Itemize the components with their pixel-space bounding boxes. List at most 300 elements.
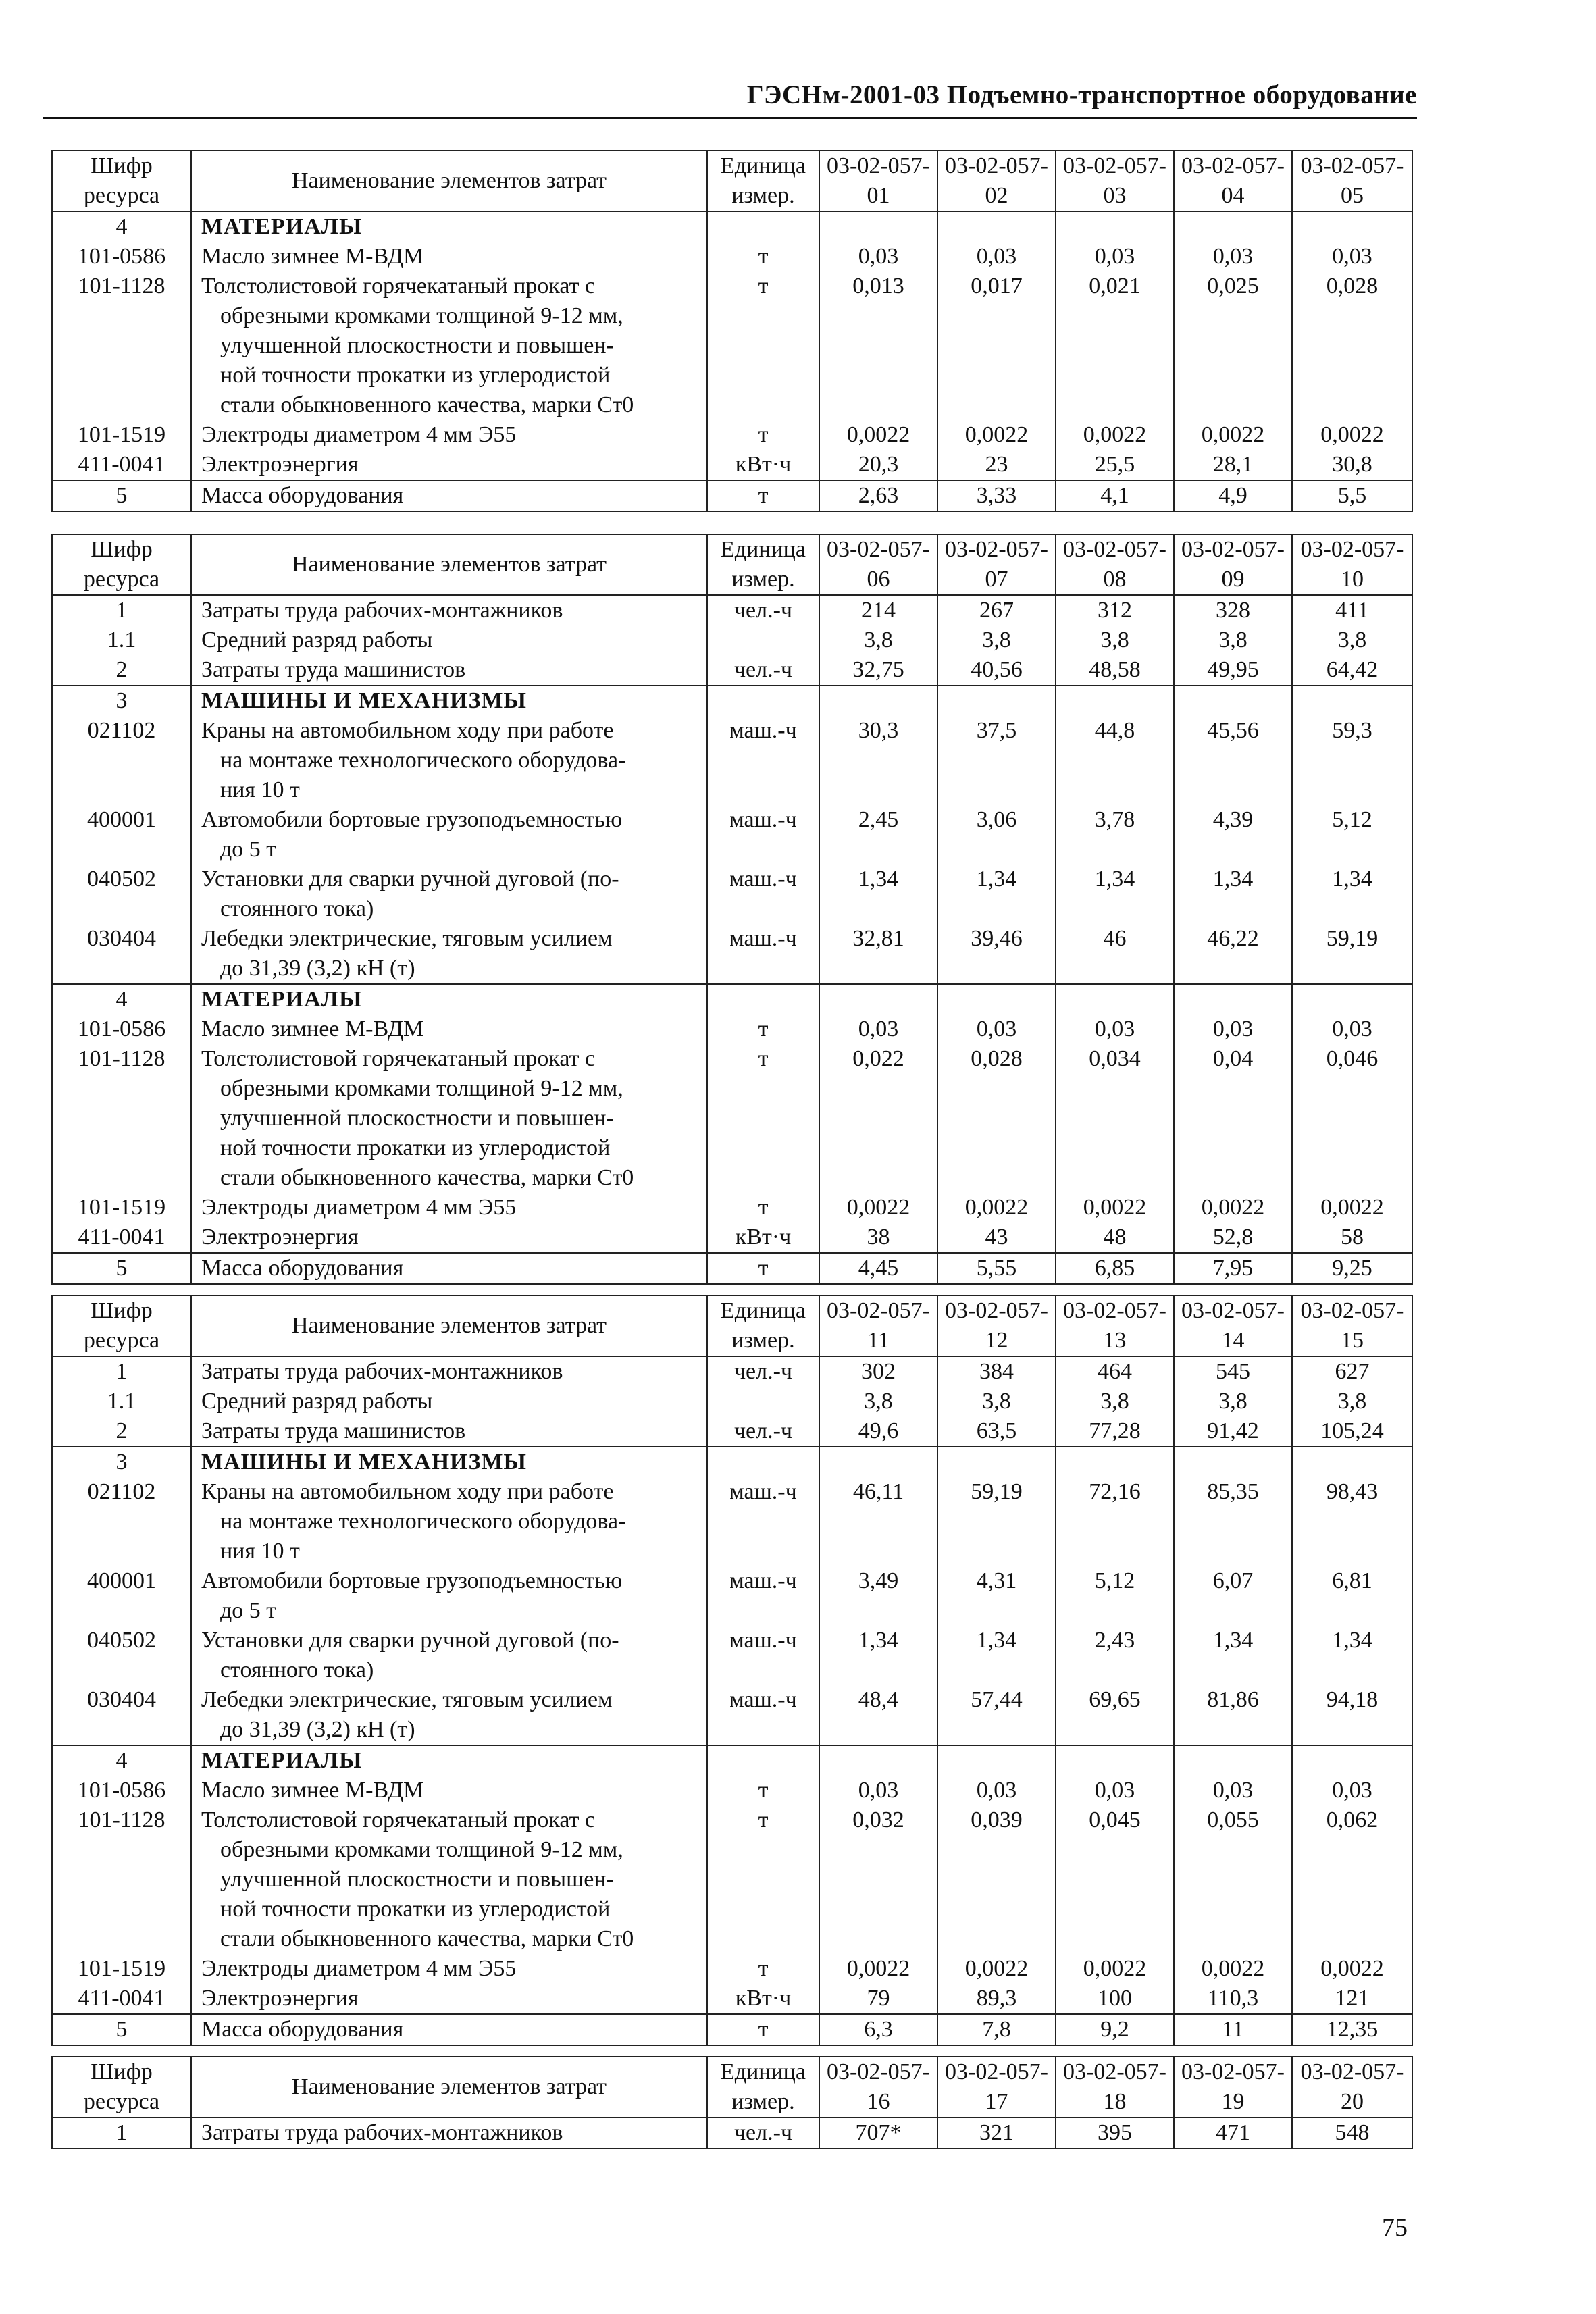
- value-cell: 312: [1056, 595, 1174, 625]
- cost-element-name-line: Затраты труда рабочих-монтажников: [201, 598, 563, 623]
- value-cell: 6,3: [819, 2014, 937, 2045]
- table-row: [52, 1253, 1412, 1284]
- table-row: [52, 2117, 1412, 2149]
- cost-element-name-line: обрезными кромками толщиной 9-12 мм,: [220, 303, 623, 328]
- value-cell: 3,8: [1056, 625, 1174, 655]
- section-row: [52, 984, 1412, 1014]
- column-header-norm-code: 03-02-057-19: [1174, 2057, 1292, 2117]
- value-cell: 43: [937, 1223, 1056, 1253]
- column-header-code: Шифр ресурса: [52, 534, 191, 595]
- column-header-unit: Единица измер.: [707, 1295, 819, 1356]
- resource-code: 3: [52, 686, 191, 716]
- cost-element-name-line: ной точности прокатки из углеродистой: [220, 1135, 611, 1160]
- unit-cell: маш.-ч: [707, 865, 819, 924]
- cost-element-name-line: Затраты труда рабочих-монтажников: [201, 2120, 563, 2145]
- value-cell: 4,31: [937, 1566, 1056, 1626]
- table-row: [52, 1193, 1412, 1223]
- unit-cell: [707, 1387, 819, 1416]
- value-cell: 3,8: [819, 625, 937, 655]
- table-row: [52, 716, 1412, 805]
- table-row: [52, 595, 1412, 625]
- value-cell: 0,022: [819, 1044, 937, 1193]
- unit-cell: маш.-ч: [707, 716, 819, 805]
- table-row: [52, 1954, 1412, 1984]
- column-header-unit: Единица измер.: [707, 2057, 819, 2117]
- value-cell: 64,42: [1292, 655, 1412, 686]
- cost-element-name: [191, 2117, 707, 2149]
- cost-element-name-line: улучшенной плоскостности и повышен-: [220, 1106, 614, 1131]
- cost-element-name: [191, 625, 707, 655]
- table-row: [52, 1044, 1412, 1193]
- cost-element-name: [191, 2014, 707, 2045]
- resource-code: 101-0586: [52, 1014, 191, 1044]
- cost-element-name-line: ния 10 т: [220, 777, 300, 802]
- value-cell: 3,8: [937, 1387, 1056, 1416]
- unit-cell: маш.-ч: [707, 1626, 819, 1685]
- value-cell: 49,95: [1174, 655, 1292, 686]
- column-header-name: Наименование элементов затрат: [191, 1295, 707, 1356]
- table-row: [52, 272, 1412, 420]
- cost-element-name-line: МАТЕРИАЛЫ: [201, 214, 363, 239]
- value-cell: 707*: [819, 2117, 937, 2149]
- unit-cell: чел.-ч: [707, 1416, 819, 1447]
- cost-element-name: [191, 242, 707, 272]
- unit-cell: маш.-ч: [707, 805, 819, 865]
- unit-cell: чел.-ч: [707, 655, 819, 686]
- value-cell: 0,0022: [1056, 1193, 1174, 1223]
- cost-element-name-line: Масло зимнее М-ВДМ: [201, 1017, 424, 1042]
- column-header-norm-code: 03-02-057-11: [819, 1295, 937, 1356]
- value-cell: 0,03: [1056, 1014, 1174, 1044]
- page-number: 75: [1382, 2213, 1408, 2242]
- column-header-norm-code: 03-02-057-10: [1292, 534, 1412, 595]
- cost-element-name-line: Толстолистовой горячекатаный прокат с: [201, 1046, 596, 1071]
- value-cell: 5,12: [1056, 1566, 1174, 1626]
- cost-element-name: [191, 1044, 707, 1193]
- value-cell: [1056, 1745, 1174, 1776]
- value-cell: [937, 211, 1056, 242]
- resource-code: 101-1128: [52, 1805, 191, 1954]
- resource-code: 1: [52, 2117, 191, 2149]
- page-header: [43, 80, 1417, 119]
- unit-cell: т: [707, 242, 819, 272]
- value-cell: 48: [1056, 1223, 1174, 1253]
- value-cell: 63,5: [937, 1416, 1056, 1447]
- unit-cell: т: [707, 1805, 819, 1954]
- value-cell: 9,25: [1292, 1253, 1412, 1284]
- value-cell: 0,03: [819, 242, 937, 272]
- column-header-norm-code: 03-02-057-05: [1292, 151, 1412, 211]
- column-header-norm-code: 03-02-057-01: [819, 151, 937, 211]
- resource-code: 101-1519: [52, 1193, 191, 1223]
- table-row: [52, 865, 1412, 924]
- value-cell: 32,75: [819, 655, 937, 686]
- cost-element-name-line: обрезными кромками толщиной 9-12 мм,: [220, 1076, 623, 1101]
- value-cell: [937, 1745, 1056, 1776]
- cost-element-name-line: обрезными кромками толщиной 9-12 мм,: [220, 1837, 623, 1862]
- cost-element-name: [191, 984, 707, 1014]
- value-cell: [1056, 984, 1174, 1014]
- value-cell: 0,045: [1056, 1805, 1174, 1954]
- value-cell: 0,0022: [819, 1954, 937, 1984]
- resource-code: 5: [52, 480, 191, 511]
- cost-element-name-line: до 31,39 (3,2) кН (т): [220, 1717, 415, 1742]
- cost-element-name-line: Установки для сварки ручной дуговой (по-: [201, 867, 619, 892]
- value-cell: 395: [1056, 2117, 1174, 2149]
- column-header-norm-code: 03-02-057-13: [1056, 1295, 1174, 1356]
- value-cell: 0,03: [1174, 1014, 1292, 1044]
- value-cell: 110,3: [1174, 1984, 1292, 2014]
- table-row: [52, 1014, 1412, 1044]
- value-cell: 85,35: [1174, 1477, 1292, 1566]
- value-cell: 5,12: [1292, 805, 1412, 865]
- cost-element-name-line: Электроэнергия: [201, 452, 359, 477]
- cost-element-name: [191, 1387, 707, 1416]
- value-cell: 0,03: [819, 1014, 937, 1044]
- value-cell: 1,34: [1292, 865, 1412, 924]
- value-cell: [1056, 211, 1174, 242]
- column-header-unit: Единица измер.: [707, 151, 819, 211]
- resource-code: 1: [52, 1356, 191, 1387]
- resource-code: 021102: [52, 716, 191, 805]
- cost-element-name-line: Средний разряд работы: [201, 627, 433, 652]
- cost-element-name: [191, 450, 707, 480]
- value-cell: 3,33: [937, 480, 1056, 511]
- table-header-row: [52, 2057, 1412, 2117]
- cost-element-name: [191, 1223, 707, 1253]
- value-cell: 46,22: [1174, 924, 1292, 984]
- value-cell: 98,43: [1292, 1477, 1412, 1566]
- value-cell: 0,0022: [1056, 1954, 1174, 1984]
- value-cell: 37,5: [937, 716, 1056, 805]
- cost-element-name: [191, 1566, 707, 1626]
- column-header-norm-code: 03-02-057-06: [819, 534, 937, 595]
- unit-cell: [707, 1745, 819, 1776]
- table-row: [52, 625, 1412, 655]
- value-cell: 0,028: [1292, 272, 1412, 420]
- value-cell: 7,95: [1174, 1253, 1292, 1284]
- value-cell: 545: [1174, 1356, 1292, 1387]
- value-cell: 627: [1292, 1356, 1412, 1387]
- value-cell: 0,0022: [937, 420, 1056, 450]
- table-row: [52, 1223, 1412, 1253]
- value-cell: 321: [937, 2117, 1056, 2149]
- resource-code: 5: [52, 2014, 191, 2045]
- value-cell: 4,39: [1174, 805, 1292, 865]
- value-cell: 30,3: [819, 716, 937, 805]
- value-cell: 0,03: [1174, 242, 1292, 272]
- table-row: [52, 450, 1412, 480]
- cost-element-name: [191, 1193, 707, 1223]
- value-cell: 0,055: [1174, 1805, 1292, 1954]
- value-cell: [1174, 984, 1292, 1014]
- value-cell: 0,0022: [819, 1193, 937, 1223]
- value-cell: 0,0022: [1174, 1193, 1292, 1223]
- value-cell: [1174, 211, 1292, 242]
- value-cell: 59,19: [1292, 924, 1412, 984]
- cost-element-name-line: стоянного тока): [220, 896, 374, 921]
- table-header-row: [52, 151, 1412, 211]
- value-cell: 0,032: [819, 1805, 937, 1954]
- table-row: [52, 1566, 1412, 1626]
- value-cell: 69,65: [1056, 1685, 1174, 1745]
- table-row: [52, 655, 1412, 686]
- value-cell: 4,45: [819, 1253, 937, 1284]
- value-cell: 0,03: [937, 1014, 1056, 1044]
- section-row: [52, 1745, 1412, 1776]
- value-cell: 4,1: [1056, 480, 1174, 511]
- cost-element-name-line: ной точности прокатки из углеродистой: [220, 1897, 611, 1922]
- value-cell: [819, 211, 937, 242]
- value-cell: 6,85: [1056, 1253, 1174, 1284]
- cost-element-name: [191, 1416, 707, 1447]
- table-row: [52, 2014, 1412, 2045]
- value-cell: 11: [1174, 2014, 1292, 2045]
- value-cell: 32,81: [819, 924, 937, 984]
- column-header-norm-code: 03-02-057-14: [1174, 1295, 1292, 1356]
- value-cell: 4,9: [1174, 480, 1292, 511]
- unit-cell: [707, 625, 819, 655]
- resource-code: 040502: [52, 865, 191, 924]
- cost-element-name-line: Толстолистовой горячекатаный прокат с: [201, 274, 596, 299]
- norm-table-2: [51, 534, 1413, 1285]
- unit-cell: [707, 1447, 819, 1477]
- cost-element-name-line: Толстолистовой горячекатаный прокат с: [201, 1807, 596, 1832]
- column-header-norm-code: 03-02-057-02: [937, 151, 1056, 211]
- resource-code: 4: [52, 1745, 191, 1776]
- column-header-name: Наименование элементов затрат: [191, 2057, 707, 2117]
- cost-element-name: [191, 1253, 707, 1284]
- cost-element-name-line: Автомобили бортовые грузоподъемностью: [201, 1568, 623, 1593]
- cost-element-name: [191, 686, 707, 716]
- value-cell: 328: [1174, 595, 1292, 625]
- table-row: [52, 480, 1412, 511]
- unit-cell: т: [707, 1014, 819, 1044]
- value-cell: 3,8: [1174, 1387, 1292, 1416]
- cost-element-name-line: Масло зимнее М-ВДМ: [201, 244, 424, 269]
- unit-cell: [707, 211, 819, 242]
- value-cell: 5,55: [937, 1253, 1056, 1284]
- value-cell: 0,03: [1056, 242, 1174, 272]
- column-header-norm-code: 03-02-057-04: [1174, 151, 1292, 211]
- unit-cell: т: [707, 1044, 819, 1193]
- column-header-code: Шифр ресурса: [52, 2057, 191, 2117]
- cost-element-name-line: Масса оборудования: [201, 1256, 404, 1281]
- table-row: [52, 1477, 1412, 1566]
- value-cell: 3,8: [1292, 1387, 1412, 1416]
- cost-element-name-line: Краны на автомобильном ходу при работе: [201, 1479, 614, 1504]
- column-header-norm-code: 03-02-057-07: [937, 534, 1056, 595]
- table-header-row: [52, 1295, 1412, 1356]
- value-cell: 91,42: [1174, 1416, 1292, 1447]
- value-cell: 44,8: [1056, 716, 1174, 805]
- value-cell: 0,013: [819, 272, 937, 420]
- cost-element-name: [191, 1805, 707, 1954]
- table-row: [52, 1416, 1412, 1447]
- resource-code: 411-0041: [52, 1984, 191, 2014]
- cost-element-name-line: стали обыкновенного качества, марки Ст0: [220, 1926, 634, 1951]
- unit-cell: [707, 686, 819, 716]
- value-cell: 5,5: [1292, 480, 1412, 511]
- resource-code: 2: [52, 1416, 191, 1447]
- cost-element-name-line: Средний разряд работы: [201, 1389, 433, 1414]
- value-cell: 0,0022: [1174, 1954, 1292, 1984]
- resource-code: 101-0586: [52, 242, 191, 272]
- cost-element-name: [191, 1954, 707, 1984]
- cost-element-name-line: Электроды диаметром 4 мм Э55: [201, 422, 517, 447]
- value-cell: 384: [937, 1356, 1056, 1387]
- column-header-norm-code: 03-02-057-09: [1174, 534, 1292, 595]
- value-cell: 1,34: [1056, 865, 1174, 924]
- cost-element-name-line: Лебедки электрические, тяговым усилием: [201, 926, 613, 951]
- table-row: [52, 1685, 1412, 1745]
- value-cell: 46,11: [819, 1477, 937, 1566]
- cost-element-name: [191, 1447, 707, 1477]
- column-header-name: Наименование элементов затрат: [191, 534, 707, 595]
- cost-element-name-line: до 31,39 (3,2) кН (т): [220, 956, 415, 981]
- cost-element-name-line: МАШИНЫ И МЕХАНИЗМЫ: [201, 1449, 527, 1474]
- cost-element-name: [191, 211, 707, 242]
- value-cell: [1174, 1745, 1292, 1776]
- value-cell: 0,0022: [1292, 1954, 1412, 1984]
- value-cell: 0,03: [1292, 1014, 1412, 1044]
- table-header-row: [52, 534, 1412, 595]
- value-cell: 59,3: [1292, 716, 1412, 805]
- resource-code: 4: [52, 211, 191, 242]
- unit-cell: т: [707, 1776, 819, 1805]
- cost-element-name: [191, 1626, 707, 1685]
- value-cell: 7,8: [937, 2014, 1056, 2045]
- cost-element-name-line: стали обыкновенного качества, марки Ст0: [220, 1165, 634, 1190]
- value-cell: 548: [1292, 2117, 1412, 2149]
- value-cell: 59,19: [937, 1477, 1056, 1566]
- cost-element-name: [191, 865, 707, 924]
- value-cell: 3,78: [1056, 805, 1174, 865]
- resource-code: 411-0041: [52, 450, 191, 480]
- unit-cell: маш.-ч: [707, 1477, 819, 1566]
- value-cell: [1174, 1447, 1292, 1477]
- table-row: [52, 1776, 1412, 1805]
- value-cell: 0,0022: [1292, 420, 1412, 450]
- value-cell: 25,5: [1056, 450, 1174, 480]
- cost-element-name: [191, 1776, 707, 1805]
- value-cell: 3,8: [1056, 1387, 1174, 1416]
- value-cell: 3,8: [1174, 625, 1292, 655]
- value-cell: 214: [819, 595, 937, 625]
- column-header-unit: Единица измер.: [707, 534, 819, 595]
- section-row: [52, 686, 1412, 716]
- value-cell: 0,03: [1174, 1776, 1292, 1805]
- unit-cell: маш.-ч: [707, 924, 819, 984]
- resource-code: 5: [52, 1253, 191, 1284]
- value-cell: 302: [819, 1356, 937, 1387]
- unit-cell: маш.-ч: [707, 1566, 819, 1626]
- cost-element-name-line: МАТЕРИАЛЫ: [201, 987, 363, 1012]
- resource-code: 400001: [52, 805, 191, 865]
- table-row: [52, 924, 1412, 984]
- section-row: [52, 1447, 1412, 1477]
- resource-code: 040502: [52, 1626, 191, 1685]
- table-row: [52, 1805, 1412, 1954]
- value-cell: 0,0022: [937, 1193, 1056, 1223]
- resource-code: 4: [52, 984, 191, 1014]
- value-cell: 1,34: [1292, 1626, 1412, 1685]
- resource-code: 101-1128: [52, 1044, 191, 1193]
- unit-cell: чел.-ч: [707, 2117, 819, 2149]
- unit-cell: кВт·ч: [707, 1223, 819, 1253]
- column-header-code: Шифр ресурса: [52, 1295, 191, 1356]
- value-cell: 2,45: [819, 805, 937, 865]
- value-cell: 57,44: [937, 1685, 1056, 1745]
- cost-element-name: [191, 1984, 707, 2014]
- cost-element-name-line: на монтаже технологического оборудова-: [220, 1509, 626, 1534]
- value-cell: 3,06: [937, 805, 1056, 865]
- value-cell: [1292, 1447, 1412, 1477]
- value-cell: 0,04: [1174, 1044, 1292, 1193]
- value-cell: 3,8: [1292, 625, 1412, 655]
- value-cell: [937, 984, 1056, 1014]
- cost-element-name: [191, 595, 707, 625]
- value-cell: 48,58: [1056, 655, 1174, 686]
- cost-element-name-line: Электроэнергия: [201, 1225, 359, 1250]
- value-cell: [1292, 211, 1412, 242]
- unit-cell: т: [707, 2014, 819, 2045]
- cost-element-name-line: стоянного тока): [220, 1657, 374, 1682]
- value-cell: 100: [1056, 1984, 1174, 2014]
- resource-code: 030404: [52, 924, 191, 984]
- value-cell: 464: [1056, 1356, 1174, 1387]
- value-cell: 6,81: [1292, 1566, 1412, 1626]
- column-header-norm-code: 03-02-057-03: [1056, 151, 1174, 211]
- unit-cell: чел.-ч: [707, 595, 819, 625]
- cost-element-name-line: Затраты труда рабочих-монтажников: [201, 1359, 563, 1384]
- value-cell: 1,34: [819, 1626, 937, 1685]
- cost-element-name: [191, 272, 707, 420]
- value-cell: 0,03: [1056, 1776, 1174, 1805]
- unit-cell: т: [707, 1954, 819, 1984]
- unit-cell: т: [707, 480, 819, 511]
- resource-code: 101-1128: [52, 272, 191, 420]
- value-cell: 52,8: [1174, 1223, 1292, 1253]
- cost-element-name-line: Масса оборудования: [201, 2017, 404, 2042]
- value-cell: 0,03: [937, 242, 1056, 272]
- value-cell: 81,86: [1174, 1685, 1292, 1745]
- table-row: [52, 1626, 1412, 1685]
- value-cell: 121: [1292, 1984, 1412, 2014]
- value-cell: 23: [937, 450, 1056, 480]
- cost-element-name-line: Масса оборудования: [201, 483, 404, 508]
- value-cell: 79: [819, 1984, 937, 2014]
- value-cell: 46: [1056, 924, 1174, 984]
- table-row: [52, 420, 1412, 450]
- resource-code: 411-0041: [52, 1223, 191, 1253]
- resource-code: 101-1519: [52, 1954, 191, 1984]
- value-cell: 94,18: [1292, 1685, 1412, 1745]
- column-header-norm-code: 03-02-057-16: [819, 2057, 937, 2117]
- unit-cell: чел.-ч: [707, 1356, 819, 1387]
- unit-cell: т: [707, 272, 819, 420]
- value-cell: 0,0022: [819, 420, 937, 450]
- norm-table-4: [51, 2056, 1413, 2149]
- value-cell: [819, 686, 937, 716]
- cost-element-name-line: до 5 т: [220, 1598, 277, 1623]
- value-cell: 1,34: [937, 1626, 1056, 1685]
- value-cell: [1174, 686, 1292, 716]
- value-cell: 0,017: [937, 272, 1056, 420]
- cost-element-name-line: стали обыкновенного качества, марки Ст0: [220, 392, 634, 417]
- cost-element-name-line: Затраты труда машинистов: [201, 657, 466, 682]
- column-header-norm-code: 03-02-057-08: [1056, 534, 1174, 595]
